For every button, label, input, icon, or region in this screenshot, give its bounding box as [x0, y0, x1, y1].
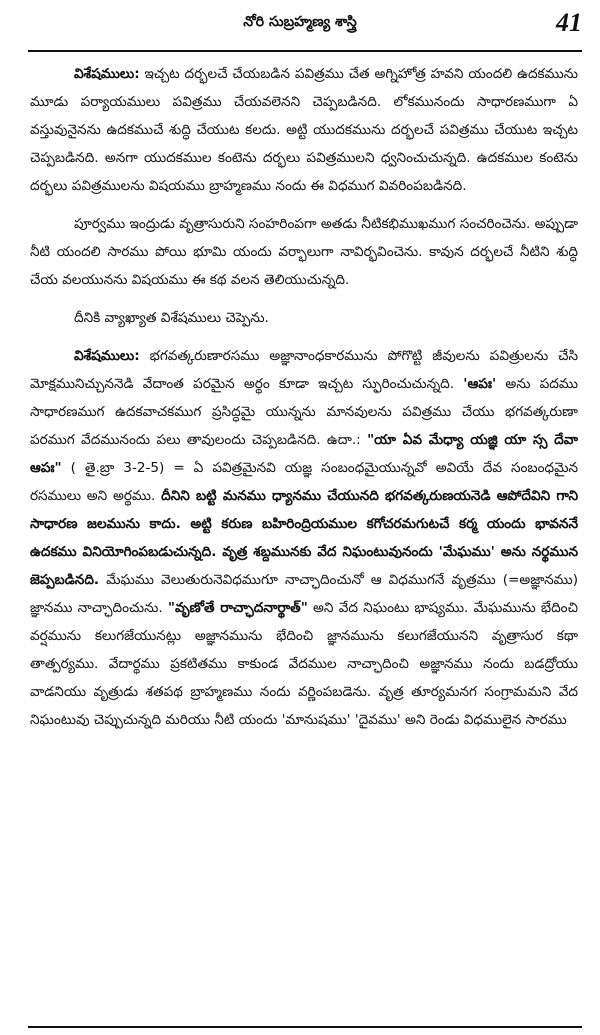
- paragraph-4-lead: విశేషములు:: [74, 348, 140, 364]
- page-body: [30, 60, 578, 744]
- paragraph-4-bold-3: దీనిని బట్టి మనము ధ్యానము చేయునది భగవత్కరుణయనెడి ఆపోదేవిని గాని సాధారణ జలమును కాదు. అట్టి కరుణ బహిరింద్రియముల కగోచరమగుటచే కర్మ యందు భావననే ఉదకము వినియోగింపబడుచున్నది. వృత్ర శబ్దమునకు వేద నిఘంటువునందు 'మేఘము' అను నర్థమున జెప్పబడినది.: [30, 488, 579, 588]
- paragraph-1: [30, 60, 578, 200]
- page-header: [0, 0, 600, 52]
- paragraph-4: [30, 342, 578, 734]
- paragraph-4-text-4: మేఘము వెలుతురునెవిధముగూ నాచ్ఛాదించునో ఆ విధముగనే వృత్రము (=అజ్ఞానము) జ్ఞానము నాచ్ఛాదించును.: [30, 572, 578, 616]
- paragraph-4-bold-1: 'ఆపః': [463, 376, 497, 392]
- paragraph-3: [30, 304, 578, 332]
- header-rule: [28, 50, 582, 52]
- paragraph-4-bold-4: "వృణోతే రాచ్ఛాదనార్థాత్": [167, 600, 308, 616]
- paragraph-2-text: పూర్వము ఇంద్రుడు వృత్రాసురుని సంహరింపగా అతడు నీటికభిముఖముగ సంచరించెను. అప్పుడా నీటి యందలి సారము పోయి భూమి యందు వర్భాలుగా నావిర్భవించెను. కావున దర్భలచే నీటిని శుద్ధి చేయ వలయునను విషయము ఈ కథ వలన తెలియుచున్నది.: [30, 216, 578, 288]
- paragraph-4-bold-2: "యా ఏవ మేధ్యా యజ్ఞి యా స్స దేవా ఆపః": [30, 432, 579, 476]
- paragraph-4-text-3: ( తై.బ్రా 3-2-5) = ఏ పవిత్రమైనవి యజ్ఞ సంబంధమైయున్నవో అవియే దేవ సంబంధమైన రసములు అని అర్థము.: [30, 460, 578, 504]
- paragraph-4-text-1: భగవత్కరుణారసము అజ్ఞానాంధకారమును పోగొట్టి జీవులను పవిత్రులను చేసి మోక్షమునిచ్చుననెడి వేదాంత పరమైన అర్థం కూడా ఇచ్చట స్ఫురించుచున్నది.: [30, 348, 578, 392]
- paragraph-2: [30, 210, 578, 294]
- paragraph-4-text-2: అను పదము సాధారణముగ ఉదకవాచకముగ ప్రసిద్ధమై యున్నను మానవులను పవిత్రము చేయు భగవత్కరుణా పరముగ వేదమునందు పలు తావులందు చెప్పబడినది. ఉదా.:: [30, 376, 578, 448]
- paragraph-3-text: దీనికి వ్యాఖ్యాత విశేషములు చెప్పెను.: [74, 310, 269, 326]
- footer-rule: [28, 1026, 582, 1028]
- page-number: 41: [556, 8, 582, 37]
- running-title: నోరి సుబ్రహ్మణ్య శాస్త్రి: [243, 14, 357, 30]
- paragraph-1-text: ఇచ్చట దర్భలచే చేయబడిన పవిత్రము చేత అగ్నిహోత్ర హవని యందలి ఉదకమును మూడు పర్యాయములు పవిత్రము చేయవలెనని చెప్పబడినది. లోకమునందు సాధారణముగా ఏ వస్తువునైనను ఉదకముచే శుద్ధి చేయుట కలదు. అట్టి యుదకమును దర్భలచే పవిత్రము చేయుట ఇచ్చట చెప్పబడినది. అనగా యుదకముల కంటెను దర్భలు పవిత్రములని ధ్వనించుచున్నది. ఉదకముల కంటెను దర్భలు పవిత్రములను విషయము బ్రాహ్మణము నందు ఈ విధముగ వివరింపబడినది.: [30, 66, 578, 194]
- paragraph-1-lead: విశేషములు:: [74, 66, 140, 82]
- paragraph-4-text-5: అని వేద నిఘంటు భాష్యము. మేఘమును భేదించి వర్షమును కలుగజేయునట్లు అజ్ఞానమును భేదించి జ్ఞానమును కలుగజేయునని వృత్రాసుర కథా తాత్పర్యము. వేదార్థము ప్రకటితము కాకుండ వేదముల నాచ్ఛాదించి అజ్ఞానము నందు బడద్రోయు వాడనియు వృత్రుడు శతపథ బ్రాహ్మణము నందు వర్ణింపబడెను. వృత్ర తూర్యమనగ సంగ్రామమని వేద నిఘంటువు చెప్పుచున్నది మరియు నీటి యందు 'మానుషము' 'దైవము' అని రెండు విధములైన సారము: [30, 600, 578, 728]
